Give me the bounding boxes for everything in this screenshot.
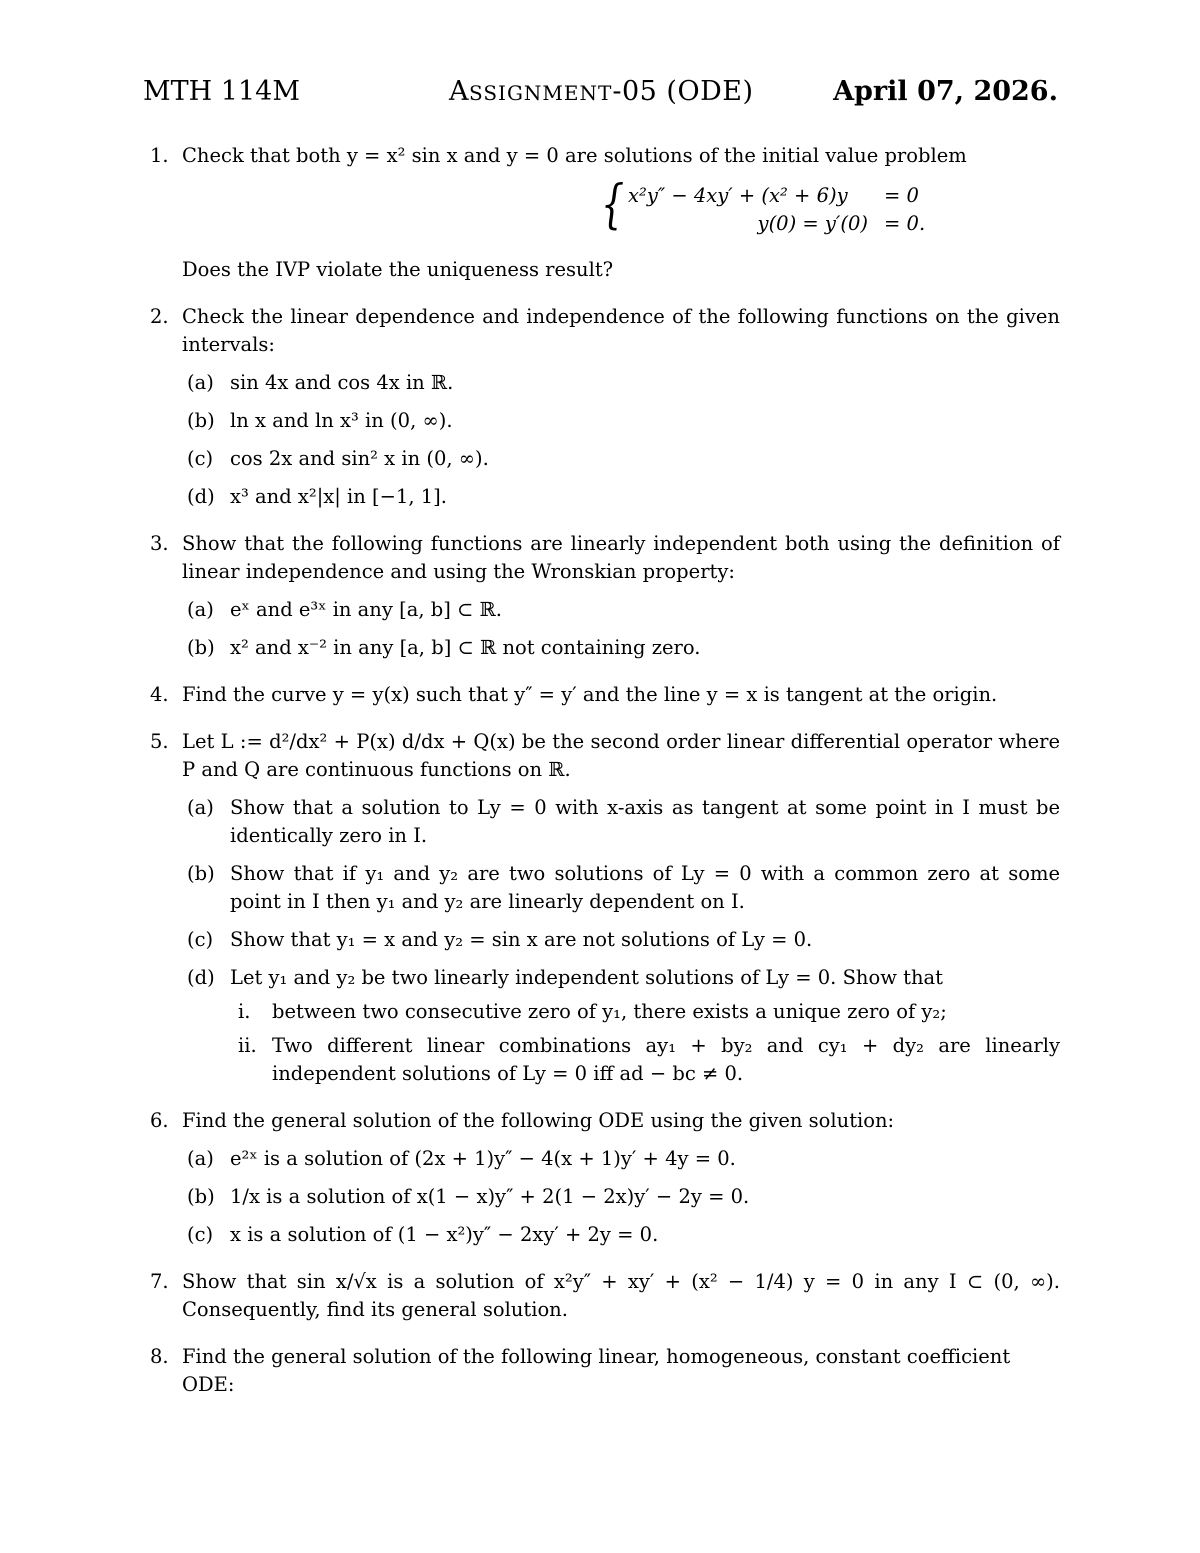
subpart-text: x² and x⁻² in any [a, b] ⊂ ℝ not containing zero. [230,636,701,659]
subpart-a [182,596,1060,624]
header [143,76,1058,112]
assignment-date: April 07, 2026. [833,76,1058,107]
subpart-text: Show that y₁ = x and y₂ = sin x are not solutions of Ly = 0. [230,928,813,951]
problem-3 [150,530,1060,662]
assignment-title-caps: SSIGNMENT [469,81,613,105]
assignment-title [449,76,753,107]
subpart-text: ln x and ln x³ in (0, ∞). [230,409,453,432]
subpart-c [182,445,1060,473]
subpart-text: eˣ and e³ˣ in any [a, b] ⊂ ℝ. [230,598,502,621]
problem-number: 8. [150,1345,169,1368]
subpart-label: (c) [187,447,214,470]
problem-text: Find the curve y = y(x) such that y″ = y′ and the line y = x is tangent at the origin. [182,683,998,706]
problem-number: 6. [150,1109,169,1132]
initial-conditions: y(0) = y′(0) [757,212,868,235]
assignment-title-suffix: -05 (ODE) [612,76,754,107]
subpart-label: (a) [187,1147,214,1170]
subpart-b [182,634,1060,662]
problem-8 [150,1343,1060,1399]
problem-text: Show that sin x/√x is a solution of x²y″ + xy′ + (x² − 1/4) y = 0 in any I ⊂ (0, ∞). Consequently, find its general solution. [182,1270,1060,1321]
subpart-c [182,926,1060,954]
problem-number: 7. [150,1270,169,1293]
problem-1 [150,142,1060,284]
subpart-label: (b) [187,409,215,432]
problem-7 [150,1268,1060,1324]
subpart-text: cos 2x and sin² x in (0, ∞). [230,447,489,470]
subpart-label: (d) [187,485,215,508]
subpart-d-i [182,998,1060,1026]
problem-4 [150,681,1060,709]
subpart-label: (b) [187,1185,215,1208]
subsubpart-label: ii. [238,1034,257,1057]
subpart-label: (c) [187,928,214,951]
subpart-text: Show that a solution to Ly = 0 with x-axis as tangent at some point in I must be identically zero in I. [230,796,1060,847]
problem-text: Find the general solution of the following linear, homogeneous, constant coefficient ODE: [182,1345,1011,1396]
subsubpart-text: between two consecutive zero of y₁, there exists a unique zero of y₂; [272,1000,947,1023]
ode-equation-rhs: = 0 [884,184,919,207]
problem-text: Check that both y = x² sin x and y = 0 are solutions of the initial value problem [182,144,967,167]
problem-2 [150,303,1060,511]
problem-list [150,142,1060,1418]
left-brace: { [600,175,625,235]
subpart-label: (a) [187,598,214,621]
subpart-d-ii [182,1032,1060,1088]
subpart-text: Show that if y₁ and y₂ are two solutions of Ly = 0 with a common zero at some point in I then y₁ and y₂ are linearly dependent on I. [230,862,1060,913]
problem-6 [150,1107,1060,1249]
problem-5 [150,728,1060,1088]
problem-number: 3. [150,532,169,555]
subpart-label: (b) [187,636,215,659]
initial-conditions-rhs: = 0. [884,212,926,235]
problem-number: 4. [150,683,169,706]
subpart-a [182,369,1060,397]
problem-text: Check the linear dependence and independence of the following functions on the given intervals: [182,305,1060,356]
subpart-text: 1/x is a solution of x(1 − x)y″ + 2(1 − 2x)y′ − 2y = 0. [230,1185,750,1208]
subpart-label: (d) [187,966,215,989]
subpart-a [182,1145,1060,1173]
subpart-d [182,964,1060,992]
problem-number: 2. [150,305,169,328]
problem-text: Let L := d²/dx² + P(x) d/dx + Q(x) be the second order linear differential operator where P and Q are continuous functions on ℝ. [182,730,1060,781]
problem-text: Show that the following functions are linearly independent both using the definition of linear independence and using the Wronskian property: [182,532,1060,583]
subpart-label: (b) [187,862,215,885]
subpart-text: e²ˣ is a solution of (2x + 1)y″ − 4(x + 1)y′ + 4y = 0. [230,1147,736,1170]
subpart-b [182,1183,1060,1211]
problem-text: Find the general solution of the following ODE using the given solution: [182,1109,895,1132]
subpart-text: x³ and x²|x| in [−1, 1]. [230,485,447,508]
subsubpart-text: Two different linear combinations ay₁ + by₂ and cy₁ + dy₂ are linearly independent solutions of Ly = 0 iff ad − bc ≠ 0. [272,1034,1060,1085]
subpart-text: sin 4x and cos 4x in ℝ. [230,371,454,394]
subpart-label: (a) [187,371,214,394]
ivp-system [150,175,1060,242]
subsubpart-label: i. [238,1000,251,1023]
subpart-label: (a) [187,796,214,819]
subpart-label: (c) [187,1223,214,1246]
problem-question: Does the IVP violate the uniqueness result? [182,258,614,281]
assignment-title-prefix: A [449,76,469,107]
subpart-c [182,1221,1060,1249]
course-code: MTH 114M [143,76,300,107]
ode-equation: x²y″ − 4xy′ + (x² + 6)y [628,184,848,207]
subpart-d [182,483,1060,511]
subpart-b [182,407,1060,435]
problem-number: 1. [150,144,169,167]
subpart-b [182,860,1060,916]
subpart-text: Let y₁ and y₂ be two linearly independent solutions of Ly = 0. Show that [230,966,943,989]
subpart-a [182,794,1060,850]
problem-number: 5. [150,730,169,753]
subpart-text: x is a solution of (1 − x²)y″ − 2xy′ + 2y = 0. [230,1223,659,1246]
